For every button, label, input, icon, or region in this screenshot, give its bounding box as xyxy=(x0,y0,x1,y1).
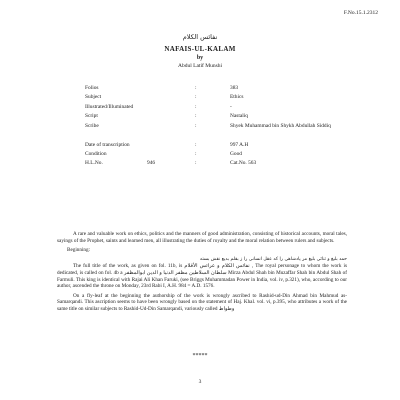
metadata-key: Scribe xyxy=(85,122,99,129)
metadata-separator: : xyxy=(195,160,197,167)
description-body xyxy=(57,231,347,316)
document-title: NAFAIS-UL-KALAM xyxy=(164,45,236,53)
metadata-key: H.L.No. xyxy=(85,160,103,167)
metadata-value: Shyek Muhammad bin Shykh Abdullah Siddiq xyxy=(230,122,331,129)
metadata-separator: : xyxy=(195,141,197,148)
page-number: 3 xyxy=(198,379,202,385)
metadata-separator: : xyxy=(195,103,197,110)
metadata-value: - xyxy=(230,103,232,110)
metadata-value: Ethics xyxy=(230,94,244,101)
file-reference-number: F.No.15.1.2312 xyxy=(343,10,378,16)
metadata-separator: : xyxy=(195,94,197,101)
metadata-value: Cat.No. 563 xyxy=(230,160,257,167)
metadata-key-extra: 946 xyxy=(147,160,156,167)
metadata-row xyxy=(85,160,375,169)
metadata-key: Subject xyxy=(85,94,102,101)
beginning-label: Beginning: xyxy=(67,247,91,254)
metadata-value: Good xyxy=(230,150,242,157)
metadata-row xyxy=(85,104,375,113)
description-paragraph: A rare and valuable work on ethics, politics and the manners of good administration, consisting of historical accounts, moral tales, sayings of the Prophet, saints and learned men, all illustrating the duties of royalty and the moral relation between rulers and subjects. xyxy=(57,231,347,244)
metadata-row xyxy=(85,142,375,151)
metadata-separator: : xyxy=(195,85,197,91)
byline-label: by xyxy=(196,55,204,61)
author-name: Abdul Latif Munshi xyxy=(178,63,222,69)
metadata-row xyxy=(85,123,375,142)
metadata-value: Nastaliq xyxy=(230,113,248,120)
metadata-key: Folios xyxy=(85,85,99,91)
metadata-separator: : xyxy=(195,113,197,120)
metadata-key: Script xyxy=(85,113,98,120)
metadata-value: 997 A.H xyxy=(230,141,249,148)
metadata-key: Condition xyxy=(85,150,107,157)
metadata-row xyxy=(85,113,375,122)
metadata-row xyxy=(85,94,375,103)
metadata-row xyxy=(85,151,375,160)
description-paragraph: The full title of the work, as given on fol. 11b, is نفائس الکلام و عرائس الأقلام , The royal personage to whom the work is dedicated, is called on fol. 4b a سلطان السلاطین مظفر الدنیا و الدین ابوالمظفر Mirza Abdul Shah bin Muzaffar Shah bin Abdul Shah of Farmuli. This king is identical with Rajai Ali Khan Faruki, (see Briggs Muhammadan Power in India, vol. iv, p.321), who, according to our author, ascended the throne on Monday, 23rd Rabi I, A.H. 984 = A.D. 1576. xyxy=(57,263,347,290)
metadata-separator: : xyxy=(195,150,197,157)
arabic-incipit: حمد بلیغ و ثنائی بلیغ مر پادشاهی را که عقل انسانی را ز بقلم بدیع نقش بسته xyxy=(200,256,347,262)
metadata-row xyxy=(85,85,375,94)
metadata-table xyxy=(85,85,375,170)
metadata-key: Illustrated/Illuminated xyxy=(85,103,134,110)
arabic-title: نفائس الكلام xyxy=(182,33,218,41)
metadata-separator: : xyxy=(195,122,197,129)
section-separator: ***** xyxy=(192,353,208,359)
metadata-value: 383 xyxy=(230,85,239,91)
description-paragraph: On a fly-leaf at the beginning the authorship of the work is wrongly ascribed to Rashid-ud-Din Ahmad bin Mahmud as-Samarqandi. This ascription seems to have been wrongly based on the statement of Haj. Khal. vol. vi, p.395, who attributes a work of the same title on similar subjects to Rashid-Ud-Din Samarqandi, variously called وطواط xyxy=(57,292,347,312)
metadata-key: Date of transcription xyxy=(85,141,130,148)
